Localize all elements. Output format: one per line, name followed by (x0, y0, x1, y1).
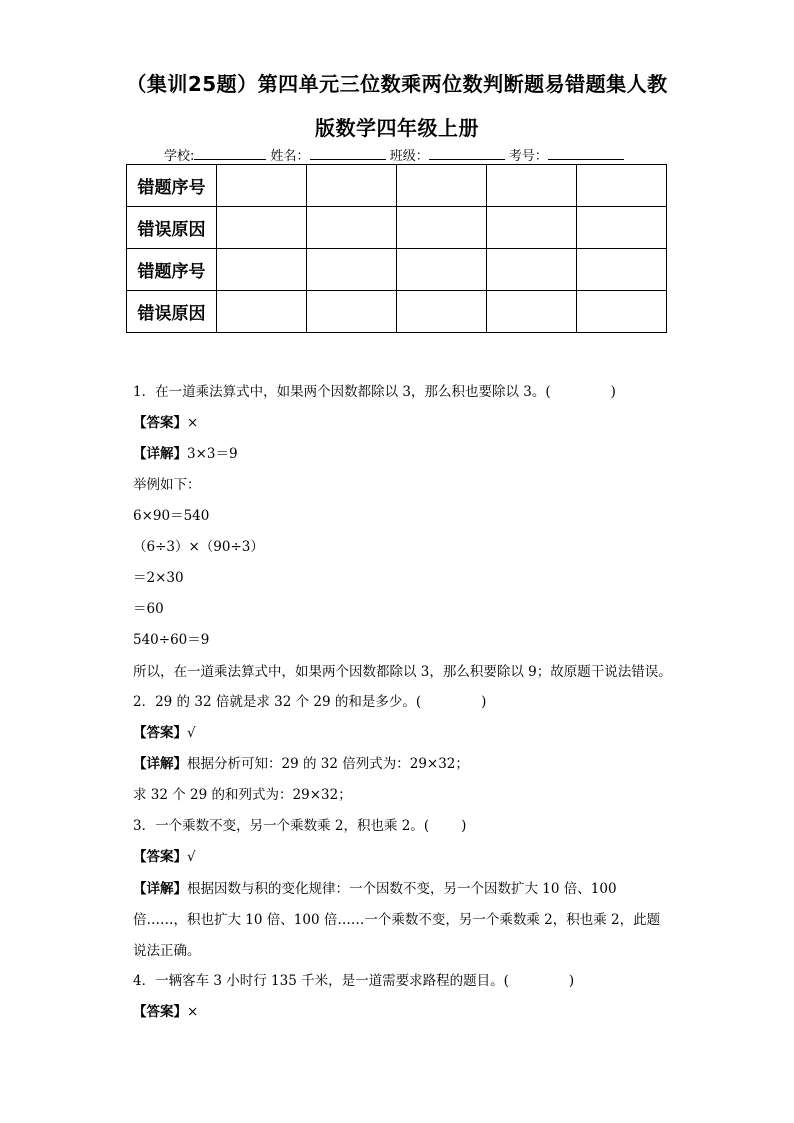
detail-line: 【详解】根据分析可知：29 的 32 倍列式为：29×32； (133, 756, 469, 772)
exam-number-label: 考号： (508, 149, 548, 164)
detail-paragraph: 【详解】根据因数与积的变化规律：一个因数不变，另一个因数扩大 10 倍、100 倍……，积也扩大 10 倍、100 倍……一个乘数不变，另一个乘数乘 2，积也乘 2，此题说法正确。 (133, 881, 661, 959)
table-cell[interactable] (487, 249, 577, 291)
exam-number-field[interactable] (548, 147, 624, 160)
detail-line: （6÷3）×（90÷3） (133, 539, 264, 555)
table-cell[interactable] (217, 249, 307, 291)
name-label: 姓名： (270, 149, 310, 164)
detail-line: ＝60 (133, 601, 164, 617)
answer-line: 【答案】√ (133, 849, 196, 865)
table-cell[interactable] (577, 249, 667, 291)
student-info-line (164, 145, 624, 164)
document-title-line-2: 版数学四年级上册 (315, 116, 479, 140)
class-field[interactable] (429, 147, 505, 160)
answer-line: 【答案】√ (133, 725, 196, 741)
question-text: 4．一辆客车 3 小时行 135 千米，是一道需要求路程的题目。( ) (133, 973, 575, 989)
document-title-line-1: （集训25题）第四单元三位数乘两位数判断题易错题集人教 (126, 72, 668, 96)
row-header: 错误原因 (127, 207, 217, 249)
table-cell[interactable] (397, 291, 487, 333)
question-text: 3．一个乘数不变，另一个乘数乘 2，积也乘 2。( ) (133, 818, 467, 834)
detail-conclusion: 所以，在一道乘法算式中，如果两个因数都除以 3，那么积要除以 9；故原题干说法错误。 (133, 664, 672, 680)
table-row (127, 207, 667, 249)
class-label: 班级： (389, 149, 429, 164)
row-header: 错题序号 (127, 165, 217, 207)
question-text: 2．29 的 32 倍就是求 32 个 29 的和是多少。( ) (133, 694, 487, 710)
table-cell[interactable] (577, 165, 667, 207)
row-header: 错误原因 (127, 291, 217, 333)
row-header: 错题序号 (127, 249, 217, 291)
table-cell[interactable] (397, 207, 487, 249)
table-cell[interactable] (577, 291, 667, 333)
detail-line: 【详解】3×3＝9 (133, 446, 238, 462)
answer-line: 【答案】× (133, 1004, 199, 1020)
answer-line: 【答案】× (133, 415, 199, 431)
table-row (127, 249, 667, 291)
table-cell[interactable] (487, 291, 577, 333)
detail-line: 求 32 个 29 的和列式为：29×32； (133, 787, 352, 803)
table-row (127, 165, 667, 207)
error-record-table (126, 164, 667, 333)
table-cell[interactable] (487, 165, 577, 207)
detail-line: 6×90＝540 (133, 508, 210, 524)
table-cell[interactable] (577, 207, 667, 249)
table-cell[interactable] (217, 165, 307, 207)
table-cell[interactable] (307, 291, 397, 333)
table-cell[interactable] (307, 165, 397, 207)
table-cell[interactable] (397, 249, 487, 291)
school-label: 学校: (164, 149, 195, 164)
table-row (127, 291, 667, 333)
table-cell[interactable] (307, 249, 397, 291)
question-list (133, 378, 673, 1029)
table-cell[interactable] (217, 291, 307, 333)
table-cell[interactable] (487, 207, 577, 249)
detail-line: 举例如下： (133, 477, 201, 493)
name-field[interactable] (310, 147, 386, 160)
school-field[interactable] (194, 147, 266, 160)
detail-line: ＝2×30 (133, 570, 184, 586)
table-cell[interactable] (397, 165, 487, 207)
question-text: 1．在一道乘法算式中，如果两个因数都除以 3，那么积也要除以 3。( ) (133, 384, 616, 400)
table-cell[interactable] (307, 207, 397, 249)
table-cell[interactable] (217, 207, 307, 249)
detail-line: 540÷60＝9 (133, 632, 210, 648)
